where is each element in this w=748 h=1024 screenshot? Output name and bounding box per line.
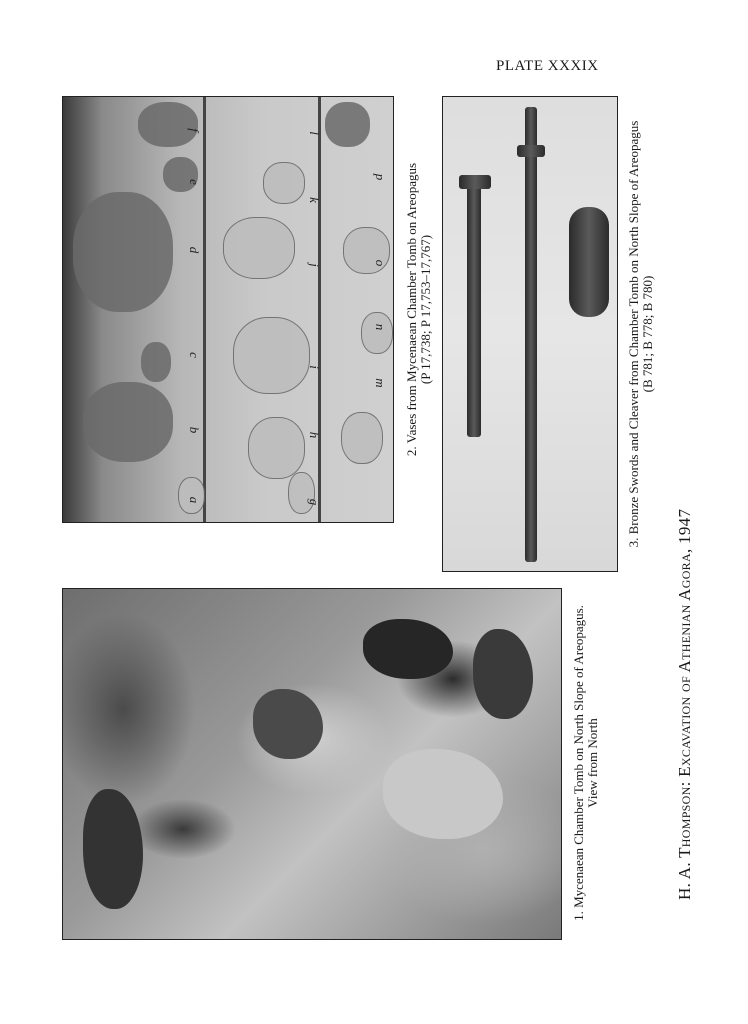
shelf-letter: j xyxy=(307,263,322,267)
caption-line: View from North xyxy=(585,718,600,808)
swords-photo xyxy=(442,96,618,572)
tomb-photo xyxy=(62,588,562,940)
shelf-letter: m xyxy=(373,378,388,388)
kylix-image xyxy=(263,162,305,204)
kylix-image xyxy=(341,412,383,464)
figure-1-caption xyxy=(572,588,600,938)
vases-photo xyxy=(62,96,394,523)
caption-line: (P 17,738; P 17,753–17,767) xyxy=(418,234,433,385)
shelf-letter: p xyxy=(373,173,388,181)
shelf-letter: c xyxy=(187,352,202,358)
shelf-letter: a xyxy=(187,496,202,504)
cleaver-image xyxy=(569,207,609,317)
shelf-letter: i xyxy=(307,365,322,369)
sword-hilt-image xyxy=(517,145,545,157)
shelf-letter: n xyxy=(373,323,388,331)
sword-image xyxy=(467,177,481,437)
bowl-image xyxy=(325,102,370,147)
shelf-letter: b xyxy=(187,426,202,434)
shelf-letter: f xyxy=(187,128,202,132)
shelf-letter: h xyxy=(307,431,322,439)
figure-3-caption xyxy=(627,96,655,572)
shelf-letter: e xyxy=(187,179,202,185)
shelf-letter: o xyxy=(373,259,388,267)
rock-image xyxy=(383,749,503,839)
kylix-image xyxy=(248,417,305,479)
shelf-divider xyxy=(318,97,321,522)
shelf-letter: k xyxy=(307,197,322,203)
caption-line: 1. Mycenaean Chamber Tomb on North Slope of Areopagus. xyxy=(571,605,586,921)
shadow-image xyxy=(83,789,143,909)
vase-image xyxy=(83,382,173,462)
plate-number: PLATE XXXIX xyxy=(496,58,599,74)
caption-line: (B 781; B 778; B 780) xyxy=(640,275,655,393)
shelf-letter: l xyxy=(307,131,322,135)
credit-title: Excavation of Athenian Agora, 1947 xyxy=(675,508,694,777)
sword-image xyxy=(525,107,537,562)
shelf-letter: g xyxy=(307,498,322,506)
shadow-image xyxy=(473,629,533,719)
figure-2-caption xyxy=(405,97,433,522)
rubble-wall-image xyxy=(253,689,323,759)
credit-author: H. A. Thompson: xyxy=(675,781,694,900)
caption-line: 3. Bronze Swords and Cleaver from Chamber Tomb on North Slope of Areopagus xyxy=(626,120,641,548)
kylix-image xyxy=(233,317,310,394)
vase-image xyxy=(141,342,171,382)
sword-hilt-image xyxy=(459,175,491,189)
shelf-divider xyxy=(203,97,206,522)
shelf-letter: d xyxy=(187,246,202,254)
plate-credit xyxy=(676,100,694,900)
chamber-opening-image xyxy=(363,619,453,679)
caption-line: 2. Vases from Mycenaean Chamber Tomb on Areopagus xyxy=(404,162,419,457)
vase-image xyxy=(73,192,173,312)
kylix-image xyxy=(223,217,295,279)
